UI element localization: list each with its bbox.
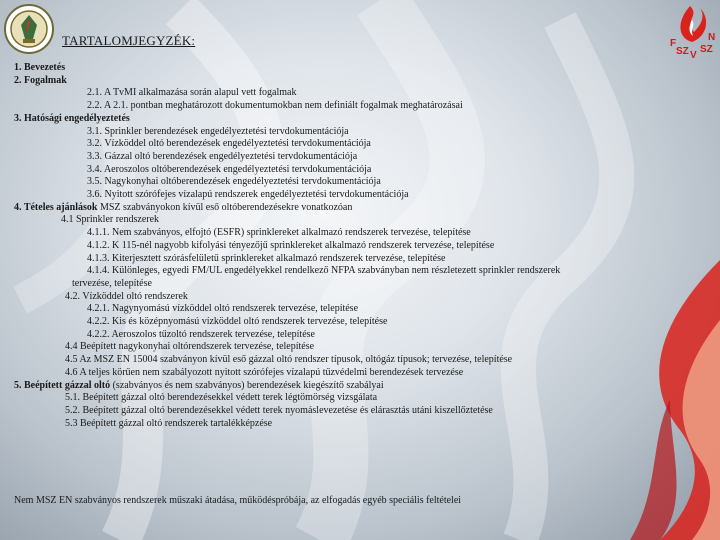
toc-item-4-5: 4.5 Az MSZ EN 15004 szabványon kívül eső gázzal oltó rendszer típusok, oltógáz típusok; tervezése, telepítése — [65, 354, 513, 366]
toc-item-2-2: 2.2. A 2.1. pontban meghatározott dokumentumokban nem definiált fogalmak meghatározásai — [87, 100, 463, 112]
toc-item-4-1-1: 4.1.1. Nem szabványos, elfojtó (ESFR) sprinklereket alkalmazó rendszerek tervezése, telepítése — [87, 227, 471, 239]
toc-item-3-6: 3.6. Nyitott szórófejes vízalapú rendszerek engedélyeztetési tervdokumentációja — [87, 189, 409, 201]
toc-section-4-desc: MSZ szabványokon kívül eső oltóberendezésekre vonatkozóan — [97, 201, 353, 213]
toc-item-3-5: 3.5. Nagykonyhai oltóberendezések engedélyeztetési tervdokumentációja — [87, 176, 381, 188]
svg-text:N: N — [708, 32, 716, 43]
toc-item-5-2: 5.2. Beépített gázzal oltó berendezésekkel védett terek nyomáslevezetése és elárasztás utáni kiszellőztetése — [65, 404, 493, 416]
toc-section-2: 2. Fogalmak — [14, 74, 67, 86]
toc-item-5-3: 5.3 Beépített gázzal oltó rendszerek tartalékképzése — [65, 417, 273, 429]
toc-item-3-1: 3.1. Sprinkler berendezések engedélyeztetési tervdokumentációja — [87, 125, 349, 137]
table-of-contents — [14, 62, 664, 430]
toc-item-3-4: 3.4. Aeroszolos oltóberendezések engedélyeztetési tervdokumentációja — [87, 163, 372, 175]
toc-item-4-1: 4.1 Sprinkler rendszerek — [61, 214, 160, 226]
svg-text:SZ: SZ — [676, 46, 689, 57]
svg-text:V: V — [690, 50, 697, 60]
toc-item-4-1-3: 4.1.3. Kiterjesztett szórásfelületű sprinklereket alkalmazó rendszerek tervezése, telepítése — [87, 252, 446, 264]
toc-section-4-title: 4. Tételes ajánlások — [14, 201, 98, 213]
toc-item-4-6: 4.6 A teljes körűen nem szabályozott nyitott szórófejes vízalapú tűzvédelmi berendezések tervezése — [65, 366, 464, 378]
toc-item-2-1: 2.1. A TvMI alkalmazása során alapul vett fogalmak — [87, 87, 297, 99]
fsszvsz-flame-logo-icon — [664, 2, 720, 60]
toc-item-4-2: 4.2. Vízköddel oltó rendszerek — [65, 290, 188, 302]
toc-item-4-2-2-aerosol: 4.2.2. Aeroszolos tűzoltó rendszerek tervezése, telepítése — [87, 328, 315, 340]
toc-item-4-4: 4.4 Beépített nagykonyhai oltórendszerek tervezése, telepítése — [65, 341, 315, 353]
toc-section-1: 1. Bevezetés — [14, 62, 66, 73]
toc-item-3-3: 3.3. Gázzal oltó berendezések engedélyeztetési tervdokumentációja — [87, 150, 358, 162]
toc-item-3-2: 3.2. Vízköddel oltó berendezések engedélyeztetési tervdokumentációja — [87, 138, 371, 150]
toc-section-4 — [14, 202, 664, 215]
toc-section-5 — [14, 380, 664, 393]
toc-item-4-2-2: 4.2.2. Kis és középnyomású vízköddel oltó rendszerek tervezése, telepítése — [87, 316, 388, 328]
toc-item-4-1-2: 4.1.2. K 115-nél nagyobb kifolyási tényezőjű sprinklereket alkalmazó rendszerek tervezése, telepítése — [87, 239, 495, 251]
footer-note: Nem MSZ EN szabványos rendszerek műszaki átadása, működéspróbája, az elfogadás egyéb speciális feltételei — [14, 495, 462, 506]
svg-text:F: F — [670, 38, 677, 49]
toc-section-3: 3. Hatósági engedélyeztetés — [14, 112, 130, 124]
fire-service-emblem-icon — [3, 3, 55, 55]
toc-section-5-desc: (szabványos és nem szabványos) berendezések kiegészítő szabályai — [110, 379, 384, 391]
toc-item-5-1: 5.1. Beépített gázzal oltó berendezésekkel védett terek légtömörség vizsgálata — [65, 392, 378, 404]
toc-item-4-2-1: 4.2.1. Nagynyomású vízköddel oltó rendszerek tervezése, telepítése — [87, 303, 359, 315]
page-title: TARTALOMJEGYZÉK: — [62, 33, 196, 48]
svg-text:SZ: SZ — [700, 44, 713, 55]
toc-item-4-1-4: 4.1.4. Különleges, egyedi FM/UL engedélyekkel rendelkező NFPA szabványban nem részletezett sprinkler rendszerek — [87, 265, 561, 277]
toc-section-5-title: 5. Beépített gázzal oltó — [14, 379, 111, 391]
toc-item-4-1-4-cont: tervezése, telepítése — [72, 277, 152, 289]
